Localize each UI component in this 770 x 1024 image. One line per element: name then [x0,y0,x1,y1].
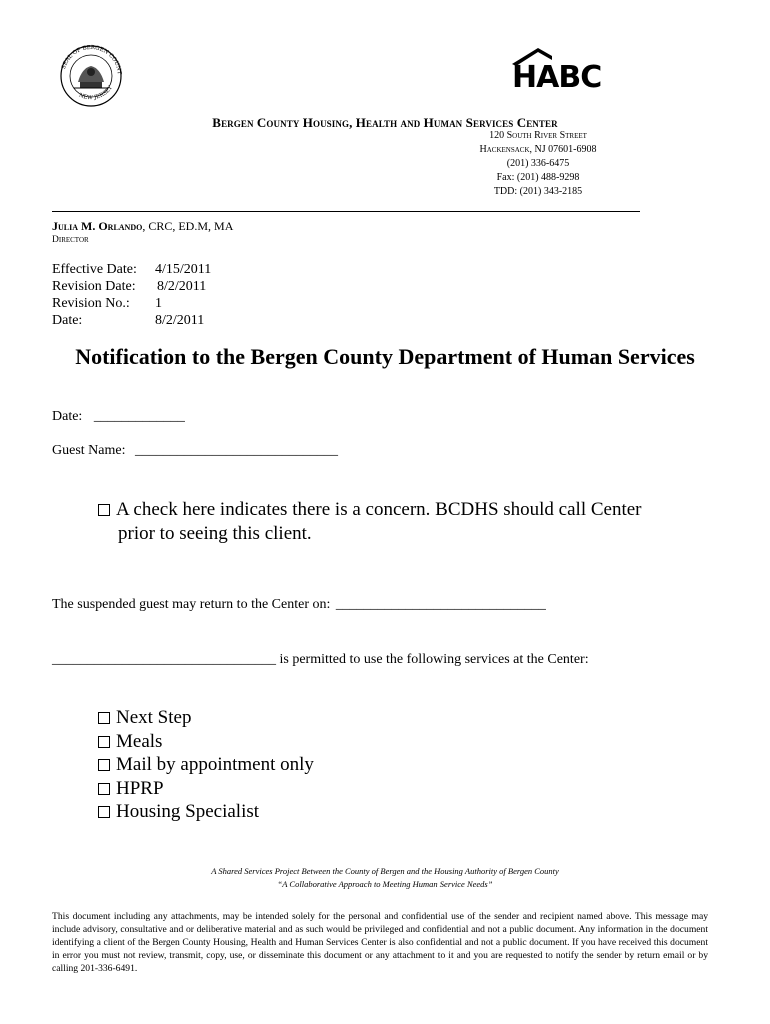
director-title: Director [52,235,89,245]
form-date-blank[interactable]: _____________ [93,409,185,424]
revision-number-value: 1 [155,296,162,311]
service-label: HPRP [116,777,164,799]
next-step-checkbox[interactable] [98,712,110,724]
permitted-text: is permitted to use the following services at the Center: [279,652,589,667]
seal-text-bottom: NEW JERSEY [77,85,114,102]
date-value: 8/2/2011 [155,313,205,328]
return-date-field [52,597,546,613]
hprp-checkbox[interactable] [98,783,110,795]
service-item-hprp [98,777,164,801]
guest-name-blank[interactable]: _____________________________ [134,443,338,458]
service-label: Next Step [116,707,192,728]
footer-tagline: “A Collaborative Approach to Meeting Human Service Needs” [277,879,493,889]
footer-shared-services: A Shared Services Project Between the County of Bergen and the Housing Authority of Bergen County [211,866,559,876]
tdd-number: TDD: (201) 343-2185 [493,186,583,197]
page-title: Notification to the Bergen County Department of Human Services [75,344,695,369]
concern-text-line1: A check here indicates there is a concern. BCDHS should call Center [116,499,642,520]
service-item-mail [98,753,314,777]
revision-date-label: Revision Date: [52,279,136,294]
confidentiality-disclaimer: This document including any attachments, may be intended solely for the personal and confidential use of the sender and recipient named above. This message may include advisory, consultative and or deliberative material and as such would be privileged and confidential and not a public document. Any information in the document identifying a client of the Bergen County Housing, Health and Human Services Center is also confidential and not a public document. If you have received this document in error you must not review, transmit, copy, use, or disseminate this document or any attachment to it and you are requested to notify the sender by return email or by calling 201-336-6491. [52,911,708,974]
logo-text: HABC [512,60,602,92]
fax-number: Fax: (201) 488-9298 [496,172,580,183]
service-item-housing-specialist [98,800,259,824]
phone-number: (201) 336-6475 [506,158,570,169]
concern-text-line2: prior to seeing this client. [118,523,312,544]
revision-date-value: 8/2/2011 [157,279,207,294]
service-item-next-step [98,706,191,730]
address-line-2: Hackensack, NJ 07601-6908 [479,144,597,155]
effective-date-label: Effective Date: [52,262,137,277]
meals-checkbox[interactable] [98,736,110,748]
permitted-field [52,652,589,668]
concern-checkbox[interactable] [98,504,110,516]
seal-text-top: SEAL OF BERGEN COUNT [60,44,123,75]
date-label: Date: [52,313,83,328]
concern-checkbox-item [98,498,642,522]
guest-name-field [52,443,338,459]
service-label: Housing Specialist [116,801,260,822]
form-date-label: Date: [52,409,83,424]
header-divider [52,211,640,212]
permitted-blank[interactable]: ________________________________ [52,652,276,667]
service-label: Mail by appointment only [116,754,314,775]
service-item-meals [98,730,162,754]
effective-date-value: 4/15/2011 [155,262,212,277]
guest-name-label: Guest Name: [52,443,126,458]
habc-logo [508,44,634,92]
center-name: Bergen County Housing, Health and Human Services Center [212,115,558,130]
mail-checkbox[interactable] [98,759,110,771]
return-date-label: The suspended guest may return to the Center on: [52,597,331,612]
director-name: Julia M. Orlando, CRC, ED.M, MA [52,219,234,233]
service-label: Meals [116,730,163,752]
housing-specialist-checkbox[interactable] [98,806,110,818]
return-date-blank[interactable]: ______________________________ [335,597,546,612]
county-seal-logo [52,44,130,108]
form-date-field [52,409,185,425]
address-line-1: 120 South River Street [489,130,587,141]
revision-number-label: Revision No.: [52,296,130,311]
